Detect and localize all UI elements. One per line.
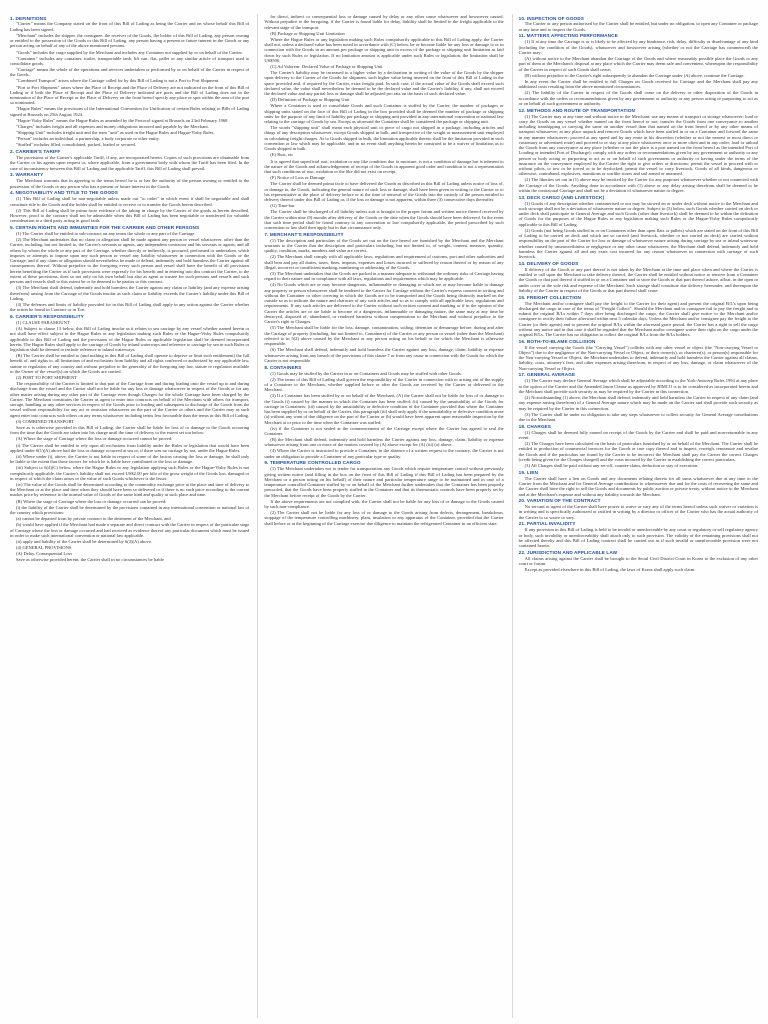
section-heading: 11. MATTERS AFFECTING PERFORMANCE (518, 33, 618, 39)
section-heading: 12. METHODS AND ROUTE OF TRANSPORTATION (518, 107, 635, 113)
section-heading: 10. INSPECTION OF GOODS (518, 15, 584, 21)
clause-paragraph: (F) Notice of Loss or Damage (270, 175, 326, 181)
clause-paragraph: (3) All Charges shall be paid without any set-off, counter-claim, deduction or stay of execution. (524, 463, 699, 469)
column-1 (10, 14, 249, 1018)
clause-paragraph: The Carrier or any person authorised by the Carrier shall be entitled, but under no obligation, to open any Container or package at any time and to inspect the Goods. (518, 21, 758, 32)
section-heading: 17. GENERAL AVERAGE (518, 372, 576, 378)
clause-paragraph: (2) The liability of the Carrier in respect of the Goods shall cease on the delivery or other disposition of the Goods in accordance with the orders or recommendations given by any government or authority or any person acting or purporting to act as or on behalf of such government or authority. (518, 90, 758, 106)
clause-paragraph: (1) Goods may be stuffed by the Carrier in or on Containers and Goods may be stuffed with other Goods. (270, 370, 462, 376)
column-2 (257, 14, 503, 1018)
clause-paragraph: (B) The Carrier shall be entitled to (and nothing in this Bill of Lading shall operate to deprive or limit such entitlement) the full benefit of, and rights to, all limitations of and exclusions from liability and all rights conferred or authorized by any applicable law, statute or regulation of any country and without prejudice to the generality of the foregoing any law, statute or regulation available to the Owner of the vessel(s) on which the Goods are carried. (10, 353, 250, 374)
clause-paragraph: (iv) if the Container is not sealed at the commencement of the Carriage except where the Carrier has agreed to seal the Container. (264, 425, 504, 436)
clause-paragraph: (4) GENERAL PROVISIONS (16, 545, 72, 551)
clause-paragraph: (1) Goods of any description whether containerised or not may be stowed on or under deck without notice to the Merchant and such stowage shall not be a deviation of whatsoever nature or degree. Subject to (3) below, such Goods whether carried on deck or under deck shall participate in General Average and such Goods (other than livestock) shall be deemed to be within the definition of Goods for the purposes of the Hague Rules or any legislation making such Rules or the Hague-Visby Rules compulsorily applicable to this Bill of Lading. (518, 200, 758, 227)
clause-paragraph: (4) Where the Carrier is instructed to provide a Container, in the absence of a written request to the contrary, the Carrier is not under an obligation to provide a Container of any particular type or quality. (264, 448, 504, 459)
clause-paragraph: The words "shipping unit" shall mean each physical unit or piece of cargo not shipped in a package, including articles and things of any description whatsoever, except Goods shipped in bulk, and irrespective of the weight or measurement unit employed in calculating freight charges. As to Goods shipped in bulk, the limitation applicable thereto shall be the limitation provided in such convention or law which may be applicable, and in no event shall anything herein be construed to be a waiver of limitation as to Goods shipped in bulk. (264, 125, 504, 152)
clause-paragraph: "Carrier" means the Company stated on the front of this Bill of Lading as being the Carrier and on whose behalf this Bill of Lading has been signed. (10, 21, 250, 32)
clause-paragraph: (2) The Merchant undertakes that no claim or allegation shall be made against any person or vessel whatsoever, other than the Carrier, including, but not limited to, the Carrier's servants or agents, any independent contractor and his servants or agents, and all others by whom the whole or any part of the Carriage, whether directly or indirectly, is procured, performed or undertaken, which imposes or attempts to impose upon any such person or vessel any liability whatsoever in connection with the Goods or the Carriage; and if any claim or allegation should nevertheless be made to defend, indemnify and hold harmless the Carrier against all consequences thereof. Without prejudice to the foregoing every such person and vessel shall have the benefit of all provisions herein benefiting the Carrier as if such provisions were expressly for his benefit and in entering into this contract the Carrier, to the extent of these provisions, does so not only on his own behalf but also as agent or trustee for such persons and vessels and such persons and vessels shall to this extent be or be deemed to be parties to this contract. (10, 237, 250, 285)
clause-paragraph: (ii) Where under (i), above, the Carrier is not liable in respect of some of the factors causing the loss or damage, he shall only be liable to the extent that those factors for which he is liable have contributed to the loss or damage. (10, 453, 250, 465)
section-heading: 6. CARRIER'S RESPONSIBILITY (10, 313, 84, 319)
section-heading: 4. NEGOTIABILITY AND TITLE TO THE GOODS (10, 190, 118, 196)
clause-paragraph: (1) The description and particulars of the Goods set out on the face hereof are furnished by the Merchant and the Merchant warrants to the Carrier that the description and particulars including, but not limited to, of weight, content, measure, quantity, quality, condition, marks, numbers and value are correct. (264, 237, 504, 254)
section-heading: 20. VARIATION OF THE CONTRACT (518, 498, 601, 504)
clause-paragraph: The Merchant and/or consignee shall pay the freight to the Carrier (or their agent) and present the original B/L's upon being discharged the cargo in case of the terms of "Freight Collect". Should the Merchant and/or consignee fail to pay the freight and to submit the original B/Ls within 7 days after being discharged the cargo, the Carrier shall give notice to the Merchant and/or consignee to rectify their failure afterward within next 5 calendar days. Unless the Merchant and/or consignee pay the freight to the Carrier (or their agents) and to present the original B/Ls within the aforesaid grace period, the Carrier has a right to sell the cargo without any notice and in that case it shall be regarded that the Merchant and/or consignee waive their right on the cargo under the original B/Ls. The Carrier has no obligation to collect the original B/Ls from the B/Ls holders. (518, 300, 758, 337)
clause-paragraph: (B) Package or Shipping Unit Limitation (270, 30, 345, 36)
clause-paragraph: The Carrier shall be deemed prima facie to have delivered the Goods as described in this Bill of Lading unless notice of loss of, or damage to, the Goods, indicating the general nature of such loss or damage, shall have been given in writing to the Carrier or to his representative at the place of delivery before or at the time of removal of the Goods into the custody of the person entitled to delivery thereof under this Bill of Lading or, if the loss or damage is not apparent, within three (3) consecutive days thereafter. (264, 181, 504, 203)
clause-paragraph: (A) Delay, Consequential Loss (16, 551, 73, 557)
clause-paragraph: No servant or agent of the Carrier shall have power to waive or vary any of the terms hereof unless such waiver or variation is in writing and is specifically authorized or ratified in writing by a director or officer of the Carrier who has the actual authority of the Carrier to so waive or vary. (518, 504, 758, 520)
clause-paragraph: It is agreed that superficial rust, oxidation or any like condition due to moisture, is not a condition of damage but is inherent to the nature of the Goods and acknowledgement of receipt of the Goods in apparent good order and condition is not a representation that such conditions of rust, oxidation or the like did not exist on receipt. (264, 158, 504, 175)
clause-paragraph: (E) Rust, etc (270, 152, 294, 158)
clause-paragraph: (6) The Merchant shall defend, indemnify and hold harmless the Carrier against any loss, damage, claim, liability or expense whatsoever arising from any breach of the provisions of this clause 7 or from any cause in connection with the Goods for which the Carrier is not responsible. (264, 347, 504, 363)
clause-paragraph: (5) The Merchant shall be liable for the loss, damage, contamination, soiling, detention or demurrage before, during and after the Carriage of property (including, but not limited to, Containers) of the Carrier or any person or vessel (other than the Merchant) referred to in 5(2) above caused by the Merchant or any person acting on his behalf or for which the Merchant is otherwise responsible. (264, 325, 504, 347)
clause-paragraph: (2) This Bill of Lading shall be prima facie evidence of the taking in charge by the Carrier of the goods as herein described. However, proof to the contrary shall not be admissible when this Bill of Lading has been negotiable or transferred for valuable consideration to a third party acting in good faith. (10, 207, 250, 224)
clause-paragraph: (2) The terms of this Bill of Lading shall govern the responsibility of the Carrier in connection with or arising out of the supply of a Container to the Merchant, whether supplied before or after the Goods are received by the Carrier or delivered to the Merchant. (264, 376, 504, 393)
clause-paragraph: (3) If a Container has been stuffed by or on behalf of the Merchant, (A) the Carrier shall not be liable for loss of or damage to the Goods (i) caused by the manner in which the Container has been stuffed; (ii) caused by the unsuitability of the Goods for carriage in Containers; (iii) caused by the unsuitability or defective condition of the Container provided that where the Container has been supplied by or on behalf of the Carrier, this paragraph (iii) shall only apply if the unsuitability or defective condition arose (a) without any want of due diligence on the part of the Carrier or (b) would have been apparent upon reasonable inspection by the Merchant at or prior to the time when the Container was stuffed; (264, 393, 504, 425)
clause-paragraph: Save as otherwise provided herein, the Carrier shall in no circumstances be liable (16, 557, 164, 563)
clause-paragraph: Except as provided elsewhere in this Bill of Lading, the laws of Korea shall apply such claim. (524, 567, 696, 573)
clause-paragraph: (A) Where the stage of Carriage where the loss or damage occurred cannot be proved: (16, 436, 173, 442)
clause-paragraph: (a) cannot be departed from by private contract to the detriment of the Merchant, and (16, 516, 171, 522)
clause-paragraph: (1) If at any time the Carriage is or is likely to be affected by any hindrance, risk, delay, difficulty or disadvantage of any kind (including the condition of the Goods), whatsoever and howsoever arising (whether or not the Carriage has commenced) the Carrier may: (518, 39, 758, 55)
clause-paragraph: "Person" includes an individual, a partnership, a body corporate or other entity. (16, 136, 160, 142)
section-heading: 13. DECK CARGO (AND LIVESTOCK) (518, 194, 605, 200)
clause-paragraph: The Carrier shall have a lien on Goods and any documents relating thereto for all sums whatsoever due at any time to the Carrier from the Merchant and for General Average contributions to whomsoever due and for the costs of recovering the same and the Carrier shall have the right to sell the Goods and documents by public auction or private treaty, without notice to the Merchant and at the Merchant's expense and without any liability towards the Merchant. (518, 475, 758, 497)
clause-paragraph: (D) Definition of Package or Shipping Unit (270, 97, 350, 103)
clause-paragraph: The provisions of the Carrier's applicable Tariff, if any, are incorporated herein. Copies of such provisions are obtainable from the Carrier or his agents upon request or, where applicable, from a government body with whom the Tariff has been filed. In the case of inconsistency between this Bill of Lading and the applicable Tariff, this Bill of Lading shall prevail. (10, 155, 250, 171)
clause-paragraph: The responsibility of the Carrier is limited to that part of the Carriage from and during loading onto the vessel up to and during discharge from the vessel and the Carrier shall not be liable for any loss or damage whatsoever in respect of the Goods or for any other matter arising during any other part of the Carriage even though Charges for the whole Carriage have been charged by the Carrier. The Merchant constitutes the Carrier as agent to enter into contracts on behalf of the Merchant with others for transport, storage, handling or any other services in respect of the Goods prior to loading and subsequent to discharge of the Goods from the vessel without responsibility for any act or omission whatsoever on the part of the Carrier or others and the Carrier may as such agent enter into contracts with others on any terms whatsoever including terms less favourable than the terms in this Bill of Lading. (10, 381, 250, 418)
section-heading: 9. TEMPERATURE CONTROLLED CARGO (264, 460, 361, 466)
section-heading: 5. CERTAIN RIGHTS AND IMMUNITIES FOR THE CARRIER AND OTHER PERSONS (10, 225, 200, 231)
section-heading: 7. MERCHANT'S RESPONSIBILITY (264, 231, 344, 237)
clause-paragraph: (iii) Subject to 6(4)(C) below, where the Hague Rules or any legislation applying such Rules or the Hague-Visby Rules is not compulsorily applicable, the Carrier's liability shall not exceed US$2.00 per kilo of the gross weight of the Goods lost, damaged or in respect of which the claim arises or the value of such Goods whichever is the lesser. (10, 465, 250, 481)
clause-paragraph: Save as is otherwise provided in this Bill of Lading, the Carrier shall be liable for loss of or damage to the Goods occurring from the time that the Goods are taken into his charge until the time of delivery to the extent set out below: (10, 425, 250, 436)
clause-paragraph: (B) Where the stage of Carriage where the loss or damage occurred can be proved: (16, 498, 167, 504)
clause-paragraph: (i) The Carrier shall be entitled to rely upon all exclusions from liability under the Rules or legislation that would have been applied under 6(1)(A) above had the loss or damage occurred at sea or, if there was no carriage by sea, under the Hague Rules. (10, 442, 250, 453)
clause-paragraph: "Combined Transport" arises where the Carriage called for by this Bill of Lading is not a Port to Port Shipment. (16, 78, 220, 84)
clause-paragraph: Where the Hague Rules or any legislation making such Rules compulsorily applicable to this Bill of Lading apply, the Carrier shall not, unless a declared value has been noted in accordance with (C) below, be or become liable for any loss or damage to or in connection with the Goods in an amount per package or shipping unit in excess of the package or shipping unit limitation as laid down by such Rules or legislation. If no limitation amount is applicable under such Rules or legislation, the limitation shall be US$500. (264, 36, 504, 63)
clause-paragraph: (C) Ad Valorem: Declared Value of Package or Shipping Unit (270, 63, 383, 69)
clause-paragraph: (iv) The value of the Goods shall be determined according to the commodity exchange price at the place and time of delivery to the Merchant or at the place and time when they should have been so delivered or if there is no such price according to the current market price by reference to the normal value of Goods of the same kind and quality at such place and time. (10, 481, 250, 498)
clause-paragraph: (1) This Bill of Lading shall be non-negotiable unless made out "to order" in which event it shall be negotiable and shall constitute title to the Goods and the holder shall be entitled to receive or to transfer the Goods herein described. (10, 196, 250, 207)
clause-paragraph: "Container" includes any container, trailer, transportable tank, lift van, flat, pallet or any similar article of transport used to consolidate goods. (10, 55, 250, 66)
clause-paragraph: (1) The Carrier may declare General Average which shall be adjustable according to the York-Antwerp Rules 1994 at any place at the option of the Carrier and the Amended Jason Clause as approved by BIMCO is to be considered as incorporated herein and the Merchant shall provide such security as may be required by the Carrier in this connection. (518, 378, 758, 394)
clause-paragraph: The Carrier's liability may be increased to a higher value by a declaration in writing of the value of the Goods by the shipper upon delivery to the Carrier of the Goods for shipment, such higher value being inserted on the front of this Bill of Lading in the space provided and, if required by the Carrier, extra freight paid. In such case, if the actual value of the Goods shall exceed such declared value, the value shall nevertheless be deemed to be the declared value and the Carrier's liability, if any, shall not exceed the declared value and any partial loss or damage shall be adjusted pro rata on the basis of such declared value. (264, 70, 504, 97)
clause-paragraph: (A) without notice to the Merchant abandon the Carriage of the Goods and where reasonably possible place the Goods or any part of them at the Merchant's disposal at any place which the Carrier may deem safe and convenient, whereupon the responsibility of the Carrier in respect of such Goods shall cease; (518, 56, 758, 72)
clause-paragraph: "Merchant" includes the shipper, the consignee, the receiver of the Goods, the holder of this Bill of Lading, any person owning or entitled to the possession of the Goods or this Bill of Lading, any person having a present or future interest in the Goods or any person acting on behalf of any of the above mentioned persons. (10, 32, 250, 49)
section-heading: 1. DEFINITIONS (10, 15, 47, 21)
section-heading: 3. WARRANTY (10, 172, 44, 178)
clause-paragraph: "Port to Port Shipment" arises where the Place of Receipt and the Place of Delivery are not indicated on the front of this Bill of Lading or if both the Place of Receipt and the Place of Delivery indicated are ports and the Bill of Lading does not in the nomination of the Place of Receipt or the Place of Delivery on the front hereof specify any place or spot within the area of the port so nominated. (10, 84, 250, 106)
clause-paragraph: "Shipping Unit" includes freight unit and the term "unit" as used in the Hague Rules and Hague-Visby Rules. (16, 130, 215, 136)
clause-paragraph: (2) The Merchant shall comply with all applicable laws, regulations and requirement of customs, port and other authorities and shall bear and pay all duties, taxes, fines, imposts, expenses and losses incurred or suffered by reason thereof or by reason of any illegal, incorrect or insufficient marking, numbering or addressing of the Goods. (264, 254, 504, 270)
clause-paragraph: (2) The liberties set out in (1) above may be invoked by the Carrier for any purposes whatsoever whether or not connected with the Carriage of the Goods. Anything done in accordance with (1) above or any delay arising therefrom shall be deemed to be within the contractual Carriage and shall not be a deviation of whatsoever nature or degree. (518, 177, 758, 193)
clause-paragraph: "Stuffed" includes filled, consolidated, packed, loaded or secured. (16, 142, 136, 148)
clause-paragraph: The Merchant warrants that in agreeing to the terms hereof he is or has the authority of the person owning or entitled to the possession of the Goods or any person who has a present or future interest in the Goods. (10, 178, 250, 189)
clause-paragraph: Where a Container is used to consolidate Goods and such Container is stuffed by the Carrier, the number of packages or shipping units stated on the face of this Bill of Lading in the box provided shall be deemed the number of package or shipping units for the purpose of any limit of liability per package or shipping unit provided in any international convention or national law relating to the carriage of Goods by sea. Except as aforesaid the Container shall be considered the package or shipping unit. (264, 103, 504, 125)
clause-paragraph: (1) The Carrier may at any time and without notice to the Merchant: use any means of transport or storage whatsoever; load or carry the Goods on any vessel whether named on the front hereof or not; transfer the Goods from one conveyance to another including transhipping or carrying the same on another vessel than that named on the front hereof or by any other means of transport whatsoever; at any place unpack and remove Goods which have been stuffed in or on a Container and forward the same in any manner whatsoever; proceed at any speed and by any route in his discretion (whether or not the nearest or most direct or customary or advertised route) and proceed to or stay at any place whatsoever once or more often and in any order; load or unload the Goods from any conveyance at any place (whether or not the place is a port named on the front hereof as the intended Port of Loading or intended Port of Discharge); comply with any orders or recommendations given by any government or authority or any person or body acting or purporting to act as or on behalf of such government or authority or having under the terms of the insurance on the conveyance employed by the Carrier the right to give orders or directions; permit the vessel to proceed with or without pilots, to tow or be towed or to be drydocked; permit the vessel to carry livestock, Goods of all kinds, dangerous or otherwise, contraband, explosives, munitions or warlike stores and sail armed or unarmed. (518, 113, 758, 177)
clause-paragraph: "Charges" includes freight and all expenses and money obligations incurred and payable by the Merchant. (16, 124, 209, 129)
section-heading: 15. FREIGHT COLLECTION (518, 294, 582, 300)
clause-paragraph: (2) The Carrier shall not be liable for any loss of or damage to the Goods arising from defects, derangement, breakdown, stoppage of the temperature controlling machinery, plant, insulation or any apparatus of the Container, provided that the Carrier shall before or at the beginning of the Carriage exercise due diligence to maintain the refrigerated Container in an efficient state. (264, 510, 504, 526)
clause-paragraph: "Hague-Visby Rules" means the Hague Rules as amended by the Protocol signed at Brussels on 23rd February 1968. (16, 117, 229, 123)
clause-paragraph: (3) The Merchant shall defend, indemnify and hold harmless the Carrier against any claim or liability (and any expense arising therefrom) arising from the Carriage of the Goods insofar as such claim or liability exceeds the Carrier's liability under this Bill of Lading. (10, 285, 250, 301)
clause-paragraph: (A) Subject to clause 13 below, this Bill of Lading insofar as it relates to sea carriage by any vessel whether named herein or not shall have effect subject to the Hague Rules or any legislation making such Rules or the Hague-Visby Rules compulsorily applicable to this Bill of Lading and the provisions of the Hague Rules or applicable legislation shall be deemed incorporated herein. The Hague Rules shall apply to the carriage of Goods by inland waterways and reference to carriage by sea in such Rules or legislation shall be deemed to include reference to inland waterways. (10, 326, 250, 353)
clause-paragraph: "Hague Rules" means the provisions of the International Convention for Unification of certain Rules relating to Bills of Lading signed at Brussels on 25th August 1924. (10, 106, 250, 117)
section-heading: 16. BOTH-TO-BLAME COLLISION (518, 338, 596, 344)
section-heading: 18. CHARGES (518, 423, 552, 429)
clause-paragraph: (1) The Carrier shall be entitled to sub-contract on any terms the whole or any part of the Carriage. (16, 231, 196, 236)
section-heading: 2. CARRIER'S TARIFF (10, 149, 61, 155)
clause-paragraph: (2) Goods (not being Goods stuffed in or on Containers other than open flats or pallets) which are stated on the front of this Bill of Lading to be carried on deck and which are so carried (and livestock, whether or not carried on deck) are carried without responsibility on the part of the Carrier for loss or damage of whatsoever nature arising during carriage by sea or inland waterway whether caused by unseaworthiness or negligence or any other cause whatsoever, the Merchant shall defend, indemnify and hold harmless the Carrier against all and any extra cost incurred for any reason whatsoever in connection with carriage of such livestock. (518, 227, 758, 260)
clause-paragraph: (b) would have applied if the Merchant had made a separate and direct contract with the Carrier in respect of the particular stage of Carriage where the loss or damage occurred and had received as evidence thereof any particular document which must be issued in order to make such international convention or national law applicable. (10, 522, 250, 538)
clause-paragraph: (4) The defenses and limits of liability provided for in this Bill of Lading shall apply in any action against the Carrier whether the action be found in Contract or in Tort. (10, 301, 250, 313)
clause-paragraph: If any provision in this Bill of Lading is held to be invalid or unenforceable by any court or regulatory or self regulatory agency or body, such invalidity or unenforceability shall attach only to such provision. The validity of the remaining provisions shall not be affected thereby and this Bill of Lading contract shall be carried out as if such invalid or unenforceable provision were not contained herein. (518, 527, 758, 549)
clause-paragraph: (B) without prejudice to the Carrier's right subsequently to abandon the Carriage under (A) above, continue the Carriage. (524, 72, 745, 78)
clause-paragraph: The Carrier shall be discharged of all liability unless suit is brought in the proper forum and written notice thereof received by the Carrier within nine (9) months after delivery of the Goods or the date when the Goods should have been delivered. In the event that such time period shall be found contrary to any convention or law compulsorily applicable, the period prescribed by such convention or law shall then apply but in that circumstance only. (264, 209, 504, 231)
clause-paragraph: If delivery of the Goods or any part thereof is not taken by the Merchant at the time and place when and where the Carrier is entitled to call upon the Merchant to take delivery thereof, the Carrier shall be entitled without notice to remove from a Container the Goods or that part thereof if stuffed in or on a Container and to store the Goods or that part thereof ashore, afloat, in the open or under cover at the sole risk and expense of the Merchant. Such storage shall constitute due delivery hereunder, and thereupon the liability of the Carrier in respect of the Goods or that part thereof shall cease. (518, 266, 758, 293)
clause-paragraph: for direct, indirect or consequential loss or damage caused by delay or any other cause whatsoever and howsoever caused. Without prejudice to the foregoing, if the Carrier is found liable for delay, liability shall be limited to the freight applicable to the relevant stage of the transport. (264, 14, 504, 30)
clause-paragraph: If the above requirements are not complied with, the Carrier shall not be liable for any loss of or damage to the Goods caused by such non-compliance. (264, 498, 504, 510)
clause-paragraph: (1) Charges shall be deemed fully earned on receipt of the Goods by the Carrier and shall be paid and non-returnable in any event. (518, 429, 758, 440)
clause-paragraph: (2) PORT TO PORT SHIPMENT (16, 375, 78, 381)
column-3 (512, 14, 758, 1018)
section-heading: 19. LIEN (518, 469, 538, 475)
clause-paragraph: "Goods" includes the cargo supplied by the Merchant and includes any Container not supplied by or on behalf of the Carrier. (16, 49, 243, 55)
section-heading: 14. DELIVERY OF GOODS (518, 260, 579, 266)
section-heading: 8. CONTAINERS (264, 364, 302, 370)
clause-paragraph: (ii) apply and liability of the Carrier shall be determined by 6(3)(A) above. (16, 538, 152, 544)
clause-paragraph: (i) the liability of the Carrier shall be determined by the provisions contained in any international convention or national law of the country which provisions: (10, 504, 250, 515)
clause-paragraph: (2) Notwithstanding (1) above, the Merchant shall defend, indemnify and hold harmless the Carrier in respect of any claim (and any expense arising therefrom) of a General Average nature which may be made on the Carrier and shall provide such security as may be required by the Carrier in this connection. (518, 395, 758, 411)
section-heading: 22. JURISDICTION AND APPLICABLE LAW (518, 549, 618, 555)
clause-paragraph: (3) The Carrier shall be under no obligation to take any steps whatsoever to collect security for General Average contributions due to the Merchant. (518, 411, 758, 422)
clause-paragraph: In any event the Carrier shall be entitled to full Charges on Goods received for Carriage and the Merchant shall pay any additional costs resulting from the above mentioned circumstances. (518, 78, 758, 90)
clause-paragraph: (1) The Merchant undertakes not to tender for transportation any Goods which require temperature control without previously giving written notice (and filling in the box on the front of this Bill of Lading if this Bill of Lading has been prepared by the Merchant or a person acting on his behalf) of their nature and particular temperature range to be maintained and in case of a temperature controlled Container stuffed by or on behalf of the Merchant further undertakes that the Container has been properly precooled, that the Goods have been properly stuffed in the Container and that its thermostatic controls have been properly set by the Merchant before receipt of the Goods by the Carrier. (264, 466, 504, 498)
clause-paragraph: (B) the Merchant shall defend, indemnify and hold harmless the Carrier against any loss, damage, claim, liability or expense whatsoever arising from one or more of the matters covered by (A) above except for (A) (iii) (a) above. (264, 437, 504, 448)
clause-paragraph: (4) No Goods which are or may become dangerous, inflammable or damaging or which are or may become liable to damage any property or person whatsoever shall be tendered to the Carrier for Carriage without the Carrier's express consent in writing and without the Container or other covering in which the Goods are to be transported and the Goods being distinctly marked on the outside so as to indicate the nature and character of any such articles and so as to comply with all applicable laws, regulations and requirements. If any such articles are delivered to the Carrier without such written consent and marking or if in the opinion of the Carrier the articles are or are liable to become of a dangerous, inflammable or damaging nature, the same may at any time be destroyed, disposed of, abandoned, or rendered harmless without compensation to the Merchant and without prejudice to the Carrier's right to Charges. (264, 282, 504, 325)
clause-paragraph: (3) The Merchant undertakes that the Goods are packed in a manner adequate to withstand the ordinary risks of Carriage having regard to their nature and in compliance with all laws, regulations and requirements which may be applicable. (264, 271, 504, 282)
clause-paragraph: (1) CLAUSE PARAMOUNT (16, 319, 70, 325)
columns-container (10, 14, 758, 1018)
clause-paragraph: (2) The Charges have been calculated on the basis of particulars furnished by or on behalf of the Merchant. The Carrier shall be entitled to production of commercial invoices for the Goods or true copy thereof and to inspect, reweigh, remeasure and revalue the Goods and if the particulars are found by the Carrier to be incorrect the Merchant shall pay the Carrier the correct Charges (credit being given for the Charges charged) and the costs incurred by the Carrier in establishing the correct particulars. (518, 441, 758, 462)
clause-paragraph: (G) Time-bar (270, 203, 295, 209)
clause-paragraph: All claims arising against the Carrier shall be brought to the Seoul Civil District Court in Korea to the exclusion of any other court or forum. (518, 555, 758, 567)
clause-paragraph: (3) COMBINED TRANSPORT (16, 418, 74, 424)
clause-paragraph: If the vessel carrying the Goods (the "Carrying Vessel") collides with any other vessel or object (the "Non-carrying Vessel or Object") due to the negligence of the Non-carrying Vessel or Object, or their owner(s), or charterer(s), or person(s) responsible for the Non-carrying Vessel or Object, the Merchant undertakes to defend, indemnify and hold harmless the Carrier against all claims, liability, costs, attorney's fees, and other expenses arising therefrom, in respect of any loss, damage, or claim whatsoever of the Non-carrying Vessel or Object. (518, 344, 758, 371)
clause-paragraph: "Carriage" means the whole of the operations and services undertaken or performed by or on behalf of the Carrier in respect of the Goods. (10, 67, 250, 78)
section-heading: 21. PARTIAL INVALIDITY (518, 521, 576, 527)
